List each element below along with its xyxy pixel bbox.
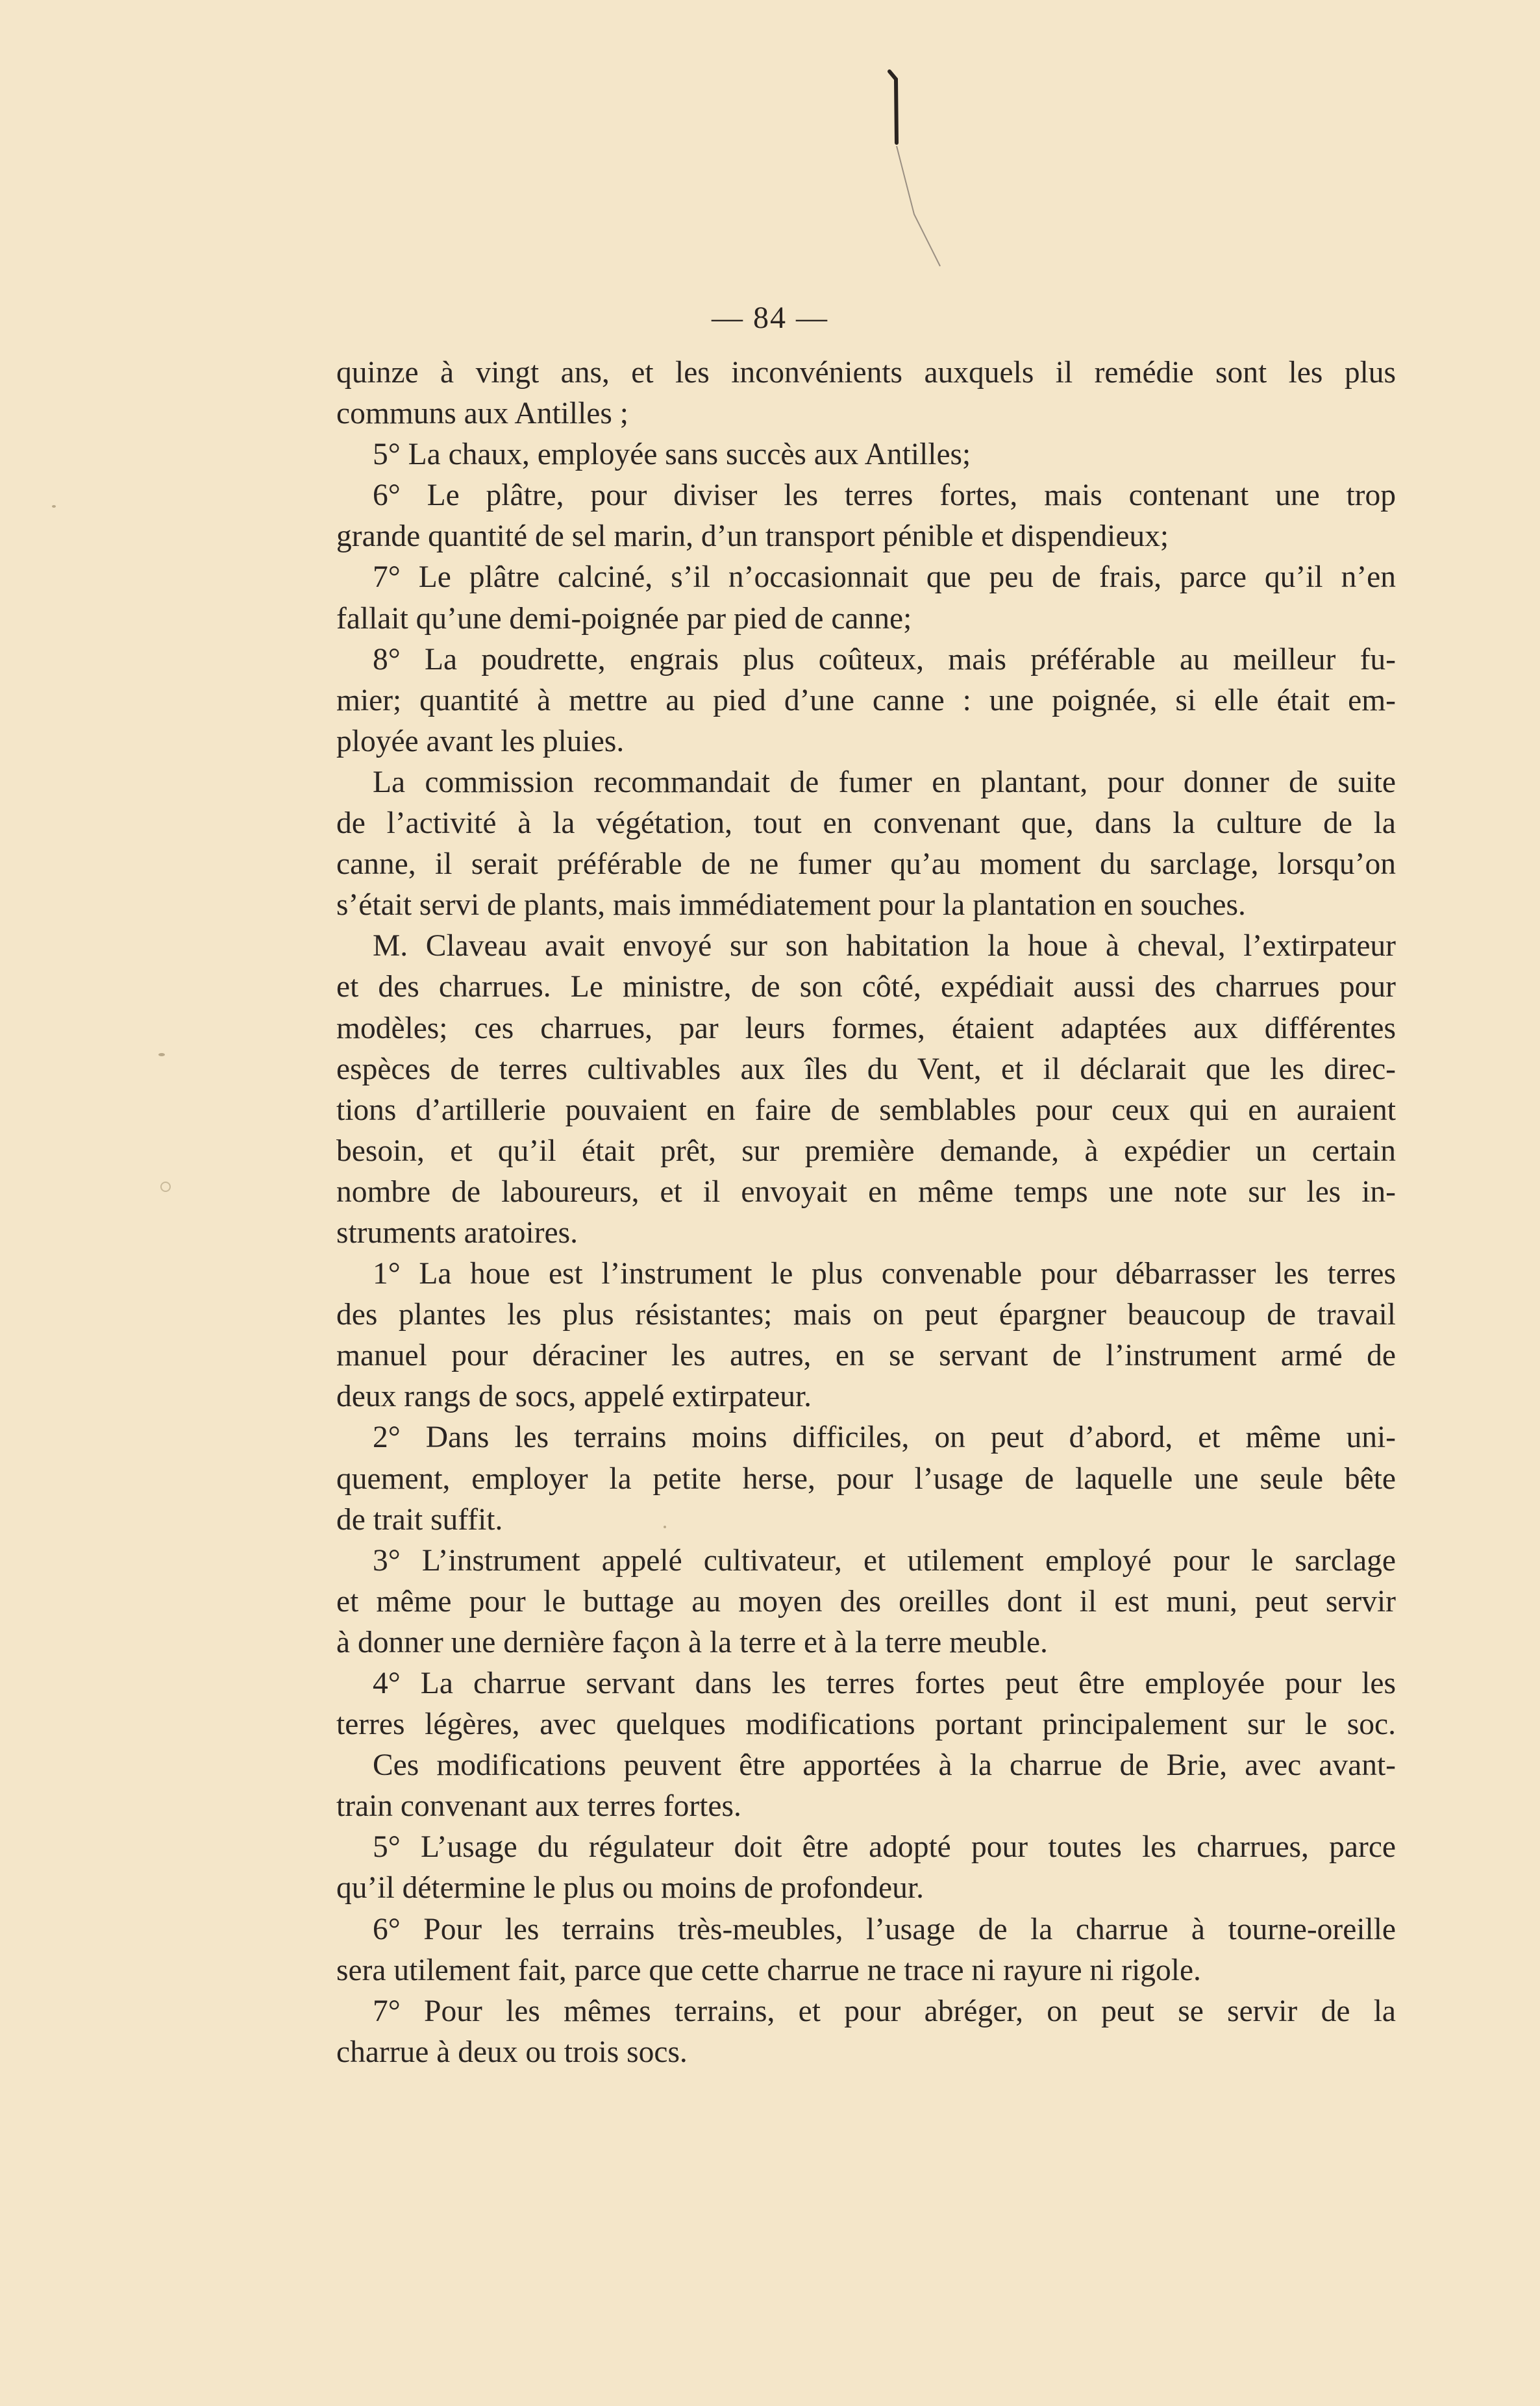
text-line: canne, il serait préférable de ne fumer qu’au moment du sarclage, lorsqu’on <box>336 847 1396 882</box>
text-line: de l’activité à la végétation, tout en convenant que, dans la culture de la <box>336 806 1396 841</box>
text-line: espèces de terres cultivables aux îles du Vent, et il déclarait que les direc- <box>336 1052 1396 1086</box>
text-line: manuel pour déraciner les autres, en se servant de l’instrument armé de <box>336 1339 1396 1373</box>
text-line: mier; quantité à mettre au pied d’une canne : une poignée, si elle était em- <box>336 683 1396 717</box>
scan-speck <box>158 1053 165 1056</box>
text-line: communs aux Antilles ; <box>336 397 628 431</box>
text-line: et même pour le buttage au moyen des oreilles dont il est muni, peut servir <box>336 1584 1396 1618</box>
text-line: 4° La charrue servant dans les terres fortes peut être employée pour les <box>373 1667 1396 1700</box>
page-number: — 84 — <box>712 301 828 335</box>
text-line: 5° La chaux, employée sans succès aux Antilles; <box>373 438 971 472</box>
text-line: s’était servi de plants, mais immédiatement pour la plantation en souches. <box>336 888 1246 923</box>
text-line: qu’il détermine le plus ou moins de profondeur. <box>336 1871 924 1905</box>
text-line: 6° Pour les terrains très-meubles, l’usage de la charrue à tourne-oreille <box>373 1912 1396 1946</box>
text-line: train convenant aux terres fortes. <box>336 1789 741 1824</box>
text-line: des plantes les plus résistantes; mais on peut épargner beaucoup de travail <box>336 1298 1396 1332</box>
text-line: La commission recommandait de fumer en plantant, pour donner de suite <box>373 765 1396 799</box>
text-line: grande quantité de sel marin, d’un transport pénible et dispendieux; <box>336 519 1169 554</box>
text-line: Ces modifications peuvent être apportées à la charrue de Brie, avec avant- <box>373 1748 1396 1783</box>
text-line: modèles; ces charrues, par leurs formes, étaient adaptées aux différentes <box>336 1011 1396 1045</box>
text-line: M. Claveau avait envoyé sur son habitation la houe à cheval, l’extirpateur <box>373 929 1396 963</box>
text-line: 2° Dans les terrains moins difficiles, on peut d’abord, et même uni- <box>373 1420 1396 1455</box>
text-line: deux rangs de socs, appelé extirpateur. <box>336 1380 812 1414</box>
text-line: 8° La poudrette, engrais plus coûteux, mais préférable au meilleur fu- <box>373 642 1396 676</box>
text-line: quinze à vingt ans, et les inconvénients auxquels il remédie sont les plus <box>336 356 1396 390</box>
text-line: ployée avant les pluies. <box>336 724 625 758</box>
binding-mark-decoration <box>875 65 953 279</box>
text-line: terres légères, avec quelques modifications portant principalement sur le soc. <box>336 1707 1396 1742</box>
text-line: 1° La houe est l’instrument le plus convenable pour débarrasser les terres <box>373 1257 1396 1291</box>
scan-speck <box>664 1526 666 1528</box>
text-line: 3° L’instrument appelé cultivateur, et utilement employé pour le sarclage <box>373 1543 1396 1578</box>
text-line: tions d’artillerie pouvaient en faire de semblables pour ceux qui en auraient <box>336 1093 1396 1127</box>
text-line: 7° Pour les mêmes terrains, et pour abréger, on peut se servir de la <box>373 1994 1396 2028</box>
text-line: sera utilement fait, parce que cette charrue ne trace ni rayure ni rigole. <box>336 1953 1201 1987</box>
scan-speck <box>52 505 56 508</box>
text-line: quement, employer la petite herse, pour l’usage de laquelle une seule bête <box>336 1461 1396 1496</box>
text-line: et des charrues. Le ministre, de son côté, expédiait aussi des charrues pour <box>336 970 1396 1004</box>
text-line: de trait suffit. <box>336 1502 503 1537</box>
text-line: nombre de laboureurs, et il envoyait en même temps une note sur les in- <box>336 1174 1396 1209</box>
body-text <box>336 353 1396 2073</box>
text-line: struments aratoires. <box>336 1215 578 1250</box>
scan-speck <box>160 1182 171 1192</box>
text-line: 7° Le plâtre calciné, s’il n’occasionnait que peu de frais, parce qu’il n’en <box>373 560 1396 595</box>
text-line: à donner une dernière façon à la terre et à la terre meuble. <box>336 1625 1048 1659</box>
text-line: fallait qu’une demi-poignée par pied de canne; <box>336 601 912 636</box>
text-line: besoin, et qu’il était prêt, sur première demande, à expédier un certain <box>336 1134 1396 1168</box>
text-line: 5° L’usage du régulateur doit être adopté pour toutes les charrues, parce <box>373 1830 1396 1865</box>
text-line: charrue à deux ou trois socs. <box>336 2035 688 2069</box>
text-line: 6° Le plâtre, pour diviser les terres fortes, mais contenant une trop <box>373 478 1396 513</box>
